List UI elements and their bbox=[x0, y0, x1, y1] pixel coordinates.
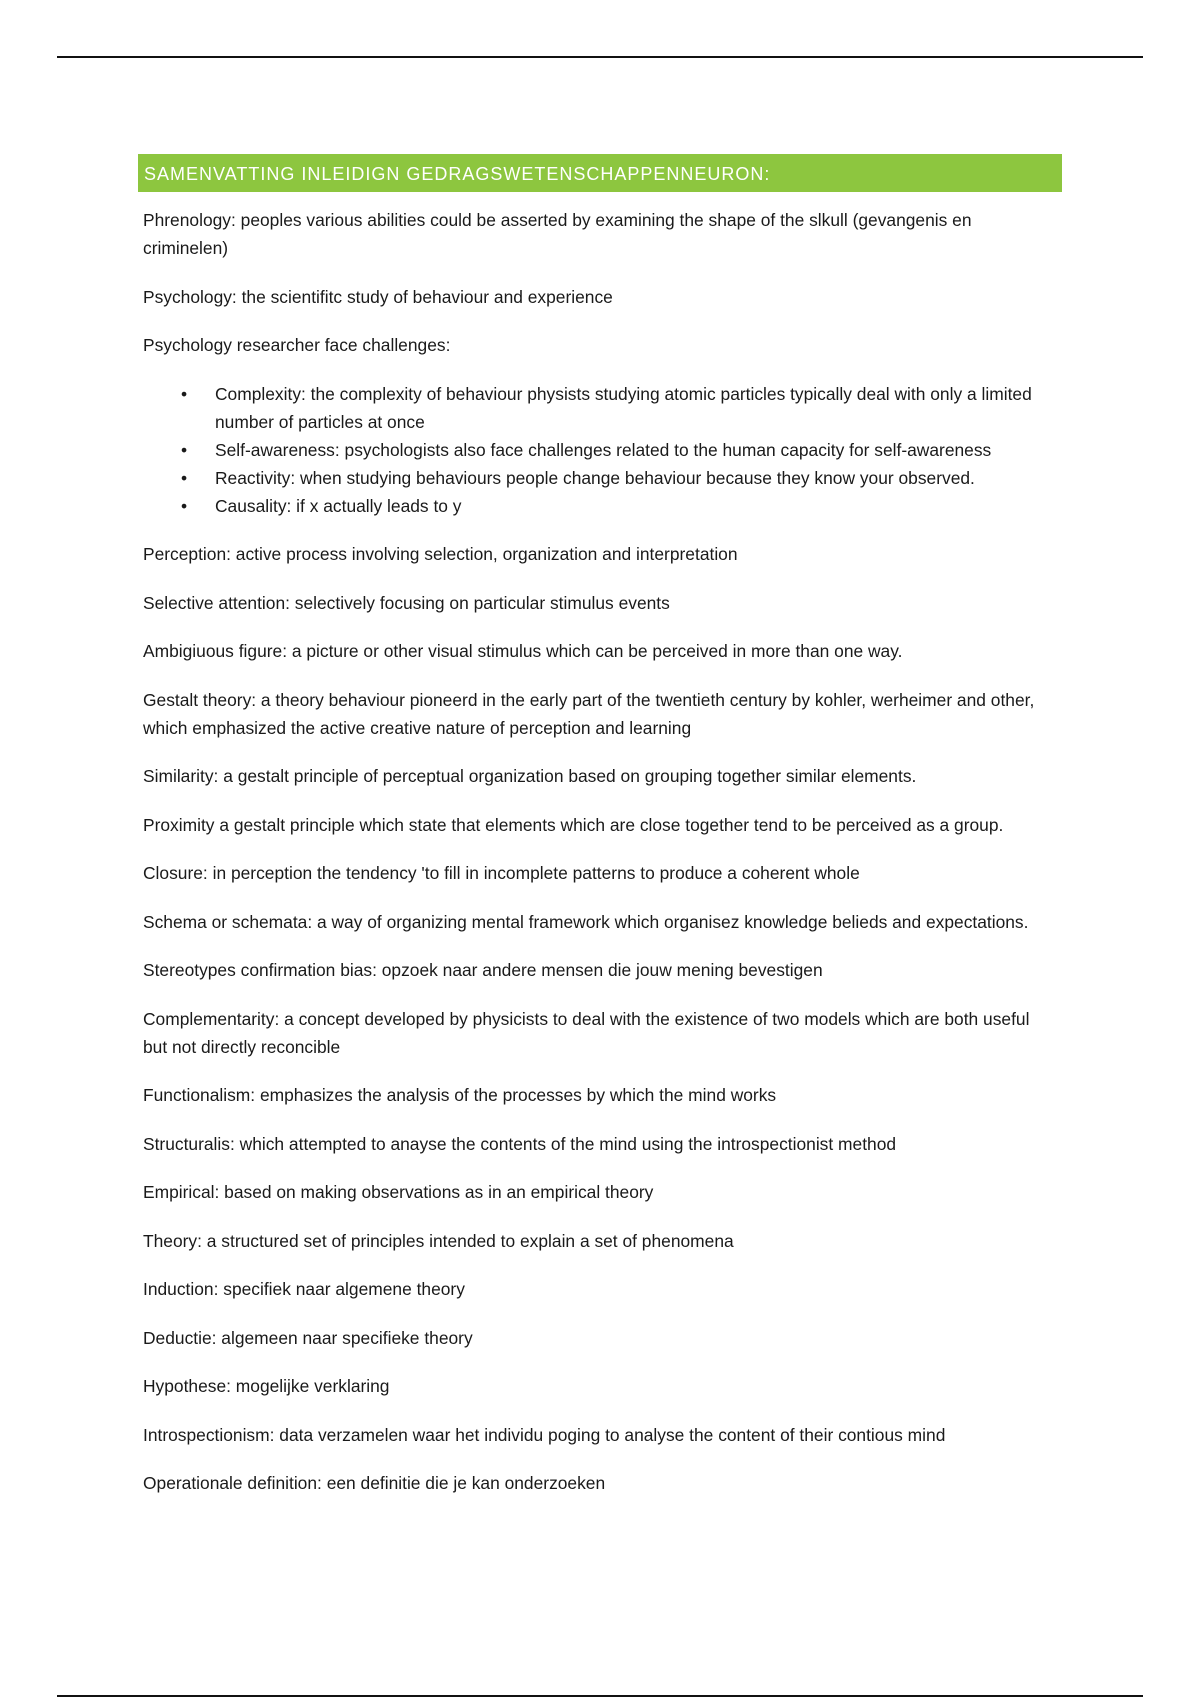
section-heading: SAMENVATTING INLEIDIGN GEDRAGSWETENSCHAPPENNEURON: bbox=[144, 164, 771, 184]
bullet-icon: • bbox=[181, 495, 188, 516]
footer-rule bbox=[57, 1695, 1143, 1697]
list-item-causality bbox=[143, 492, 1055, 520]
challenges-list bbox=[143, 380, 1055, 520]
paragraph-deductie: Deductie: algemeen naar specifieke theory bbox=[143, 1327, 473, 1348]
section-heading-bar bbox=[138, 154, 1062, 192]
paragraph-psychology: Psychology: the scientifitc study of behaviour and experience bbox=[143, 286, 613, 307]
paragraph-selective-attention: Selective attention: selectively focusing on particular stimulus events bbox=[143, 592, 670, 613]
paragraph-theory: Theory: a structured set of principles intended to explain a set of phenomena bbox=[143, 1230, 734, 1251]
paragraph-closure: Closure: in perception the tendency 'to fill in incomplete patterns to produce a coherent whole bbox=[143, 863, 860, 883]
list-item-text: Causality: if x actually leads to y bbox=[215, 495, 462, 516]
paragraph-schema: Schema or schemata: a way of organizing mental framework which organisez knowledge belieds and expectations. bbox=[143, 911, 1029, 932]
paragraph-complementarity: Complementarity: a concept developed by physicists to deal with the existence of two models which are both useful but not directly reconcible bbox=[143, 1008, 1030, 1057]
bullet-icon: • bbox=[181, 383, 188, 404]
paragraph-stereotypes: Stereotypes confirmation bias: opzoek naar andere mensen die jouw mening bevestigen bbox=[143, 960, 823, 980]
paragraph-challenges-intro: Psychology researcher face challenges: bbox=[143, 335, 451, 355]
list-item-reactivity bbox=[143, 464, 1055, 492]
list-item-complexity bbox=[143, 380, 1055, 436]
bullet-icon: • bbox=[181, 439, 188, 460]
document-body bbox=[143, 206, 1055, 1518]
list-item-text: Reactivity: when studying behaviours people change behaviour because they know your observed. bbox=[215, 467, 975, 488]
paragraph-gestalt-theory: Gestalt theory: a theory behaviour pioneerd in the early part of the twentieth century by kohler, werheimer and other, which emphasized the active creative nature of perception and learning bbox=[143, 689, 1035, 738]
paragraph-induction: Induction: specifiek naar algemene theory bbox=[143, 1279, 465, 1299]
paragraph-proximity: Proximity a gestalt principle which state that elements which are close together tend to be perceived as a group. bbox=[143, 814, 1004, 835]
list-item-text: Self-awareness: psychologists also face challenges related to the human capacity for self-awareness bbox=[215, 439, 992, 460]
paragraph-ambiguous-figure: Ambigiuous figure: a picture or other visual stimulus which can be perceived in more than one way. bbox=[143, 641, 903, 661]
bullet-icon: • bbox=[181, 467, 188, 488]
paragraph-operational-definition: Operationale definition: een definitie die je kan onderzoeken bbox=[143, 1473, 606, 1493]
paragraph-phrenology: Phrenology: peoples various abilities could be asserted by examining the shape of the slkull (gevangenis en criminelen) bbox=[143, 210, 972, 258]
paragraph-empirical: Empirical: based on making observations as in an empirical theory bbox=[143, 1182, 654, 1202]
paragraph-similarity: Similarity: a gestalt principle of perceptual organization based on grouping together similar elements. bbox=[143, 766, 917, 786]
paragraph-functionalism: Functionalism: emphasizes the analysis of the processes by which the mind works bbox=[143, 1085, 777, 1105]
paragraph-perception: Perception: active process involving selection, organization and interpretation bbox=[143, 544, 738, 564]
paragraph-introspectionism: Introspectionism: data verzamelen waar het individu poging to analyse the content of their contious mind bbox=[143, 1424, 946, 1445]
paragraph-structuralism: Structuralis: which attempted to anayse the contents of the mind using the introspectionist method bbox=[143, 1133, 897, 1154]
list-item-text: Complexity: the complexity of behaviour physists studying atomic particles typically deal with only a limited number of particles at once bbox=[215, 383, 1032, 432]
paragraph-hypothese: Hypothese: mogelijke verklaring bbox=[143, 1376, 390, 1396]
header-rule bbox=[57, 56, 1143, 58]
list-item-self-awareness bbox=[143, 436, 1055, 464]
